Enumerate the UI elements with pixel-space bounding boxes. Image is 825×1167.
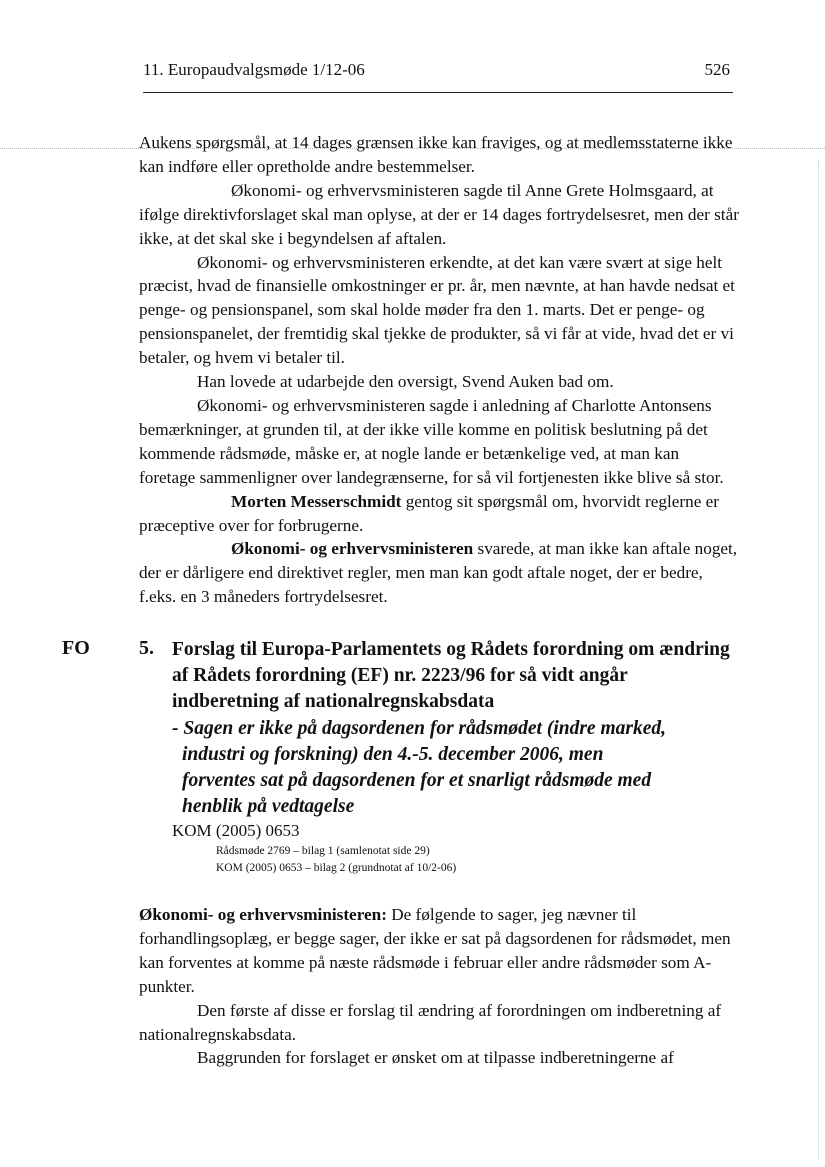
page-number: 526 [704, 60, 730, 79]
paragraph: Økonomi- og erhvervsministeren sagde til Anne Grete Holmsgaard, at ifølge direktivforslaget skal man oplyse, at der er 14 dages fortrydelsesret, men der står ikke, at det skal ske i begyndelsen af aftalen. [139, 180, 739, 248]
header-title: 11. Europaudvalgsmøde 1/12-06 [143, 60, 365, 79]
header-rule [143, 92, 733, 93]
paragraph: Han lovede at udarbejde den oversigt, Svend Auken bad om. [197, 372, 614, 392]
paragraph: Aukens spørgsmål, at 14 dages grænsen ikke kan fraviges, og at medlemsstaterne ikke kan indføre eller opretholde andre bestemmelser. [139, 133, 733, 176]
paragraph: Økonomi- og erhvervsministeren: De følgende to sager, jeg nævner til forhandlingsoplæg, er begge sager, der ikke er sat på dagsordenen for rådsmødet, men kan forventes at komme på næste rådsmøde i februar eller andre rådsmøder som A-punkter. [139, 905, 731, 996]
speaker-name: Økonomi- og erhvervsministeren: [139, 905, 387, 924]
paragraph: Baggrunden for forslaget er ønsket om at tilpasse indberetningerne af [197, 1048, 674, 1068]
agenda-subtitle: - Sagen er ikke på dagsordenen for rådsmødet (indre marked, industri og forskning) den 4.-5. december 2006, men forventes sat på dagsordenen for et snarligt rådsmøde med henblik på vedtagelse [172, 718, 666, 817]
body-text-bottom [139, 903, 739, 1070]
paragraph: Økonomi- og erhvervsministeren erkendte, at det kan være svært at sige helt præcist, hvad de finansielle omkostninger er pr. år, men nævnte, at han havde nedsat et penge- og pensionspanel, som skal holde møder fra den 1. marts. Det er penge- og pensionspanelet, der fremtidig skal tjekke de produkter, så vi får at vide, hvad det er vi betaler, og hvem vi betaler til. [139, 252, 735, 368]
paragraph: Økonomi- og erhvervsministeren sagde i anledning af Charlotte Antonsens bemærkninger, at grunden til, at der ikke ville komme en politisk beslutning på det kommende rådsmøde, måske er, at nogle lande er betænkelige ved, at man kan foretage sammenligner over landegrænserne, for så vil fortjenesten ikke blive så stor. [139, 395, 724, 487]
reference-line: Rådsmøde 2769 – bilag 1 (samlenotat side 29) [216, 845, 430, 857]
paragraph: Morten Messerschmidt gentog sit spørgsmål om, hvorvidt reglerne er præceptive over for forbrugerne. [139, 491, 719, 535]
paragraph: Økonomi- og erhvervsministeren svarede, at man ikke kan aftale noget, der er dårligere end direktivet regler, men man kan godt aftale noget, der er bedre, f.eks. en 3 måneders fortrydelsesret. [139, 539, 738, 607]
paragraph: Den første af disse er forslag til ændring af forordningen om indberetning af nationalregnskabsdata. [139, 1000, 722, 1044]
agenda-title: Forslag til Europa-Parlamentets og Rådets forordning om ændring af Rådets forordning (EF) nr. 2223/96 for så vidt angår indberetning af nationalregnskabsdata [172, 639, 730, 712]
kom-reference: KOM (2005) 0653 [172, 821, 300, 840]
agenda-number: 5. [139, 637, 154, 659]
speaker-name: Økonomi- og erhvervsministeren [231, 539, 474, 559]
body-text-top [139, 131, 739, 609]
speaker-name: Morten Messerschmidt [231, 491, 402, 511]
reference-line: KOM (2005) 0653 – bilag 2 (grundnotat af 10/2-06) [216, 862, 457, 874]
scan-edge-marks [818, 160, 820, 1160]
document-references [216, 843, 456, 877]
agenda-label: FO [62, 637, 90, 659]
